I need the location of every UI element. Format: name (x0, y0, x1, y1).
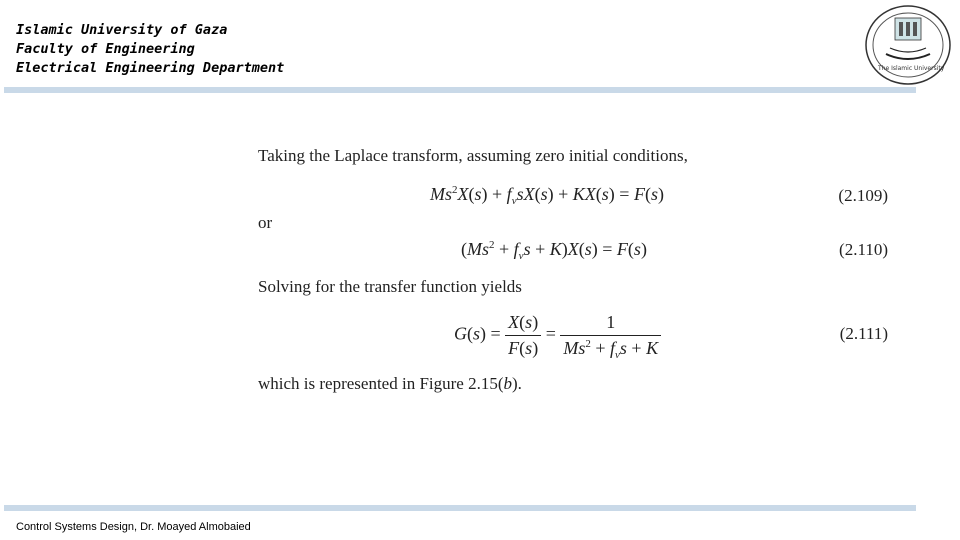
university-name: Islamic University of Gaza (16, 22, 228, 38)
header (16, 21, 284, 78)
header-divider (4, 87, 916, 93)
equation-number: (2.111) (839, 324, 888, 343)
faculty-name: Faculty of Engineering (16, 41, 195, 57)
intro-text: Taking the Laplace transform, assuming zero initial conditions, (258, 146, 688, 165)
department-name: Electrical Engineering Department (16, 60, 285, 76)
equation-2-111: G(s) = $\frac{X(s)}{F(s)}$ = $\frac{1}{Ms^2 + f_vs + K}$ (454, 312, 661, 359)
solving-text: Solving for the transfer function yields (258, 277, 522, 296)
equation-number: (2.109) (838, 186, 888, 205)
university-seal-logo (864, 4, 952, 86)
svg-text:The Islamic University: The Islamic University (878, 65, 945, 72)
footer-credit: Control Systems Design, Dr. Moayed Almobaied (16, 521, 251, 533)
equation-2-109: $Ms^2X(s) + f_vsX(s) + KX(s) = F(s)$ (430, 184, 664, 207)
equation-2-110: $(Ms^2 + f_vs + K)X(s) = F(s)$ (461, 239, 647, 262)
conclusion-text: which is represented in Figure 2.15(b). (258, 374, 522, 393)
footer-divider (4, 505, 916, 511)
or-text: or (258, 213, 273, 232)
equation-number: (2.110) (839, 240, 888, 259)
